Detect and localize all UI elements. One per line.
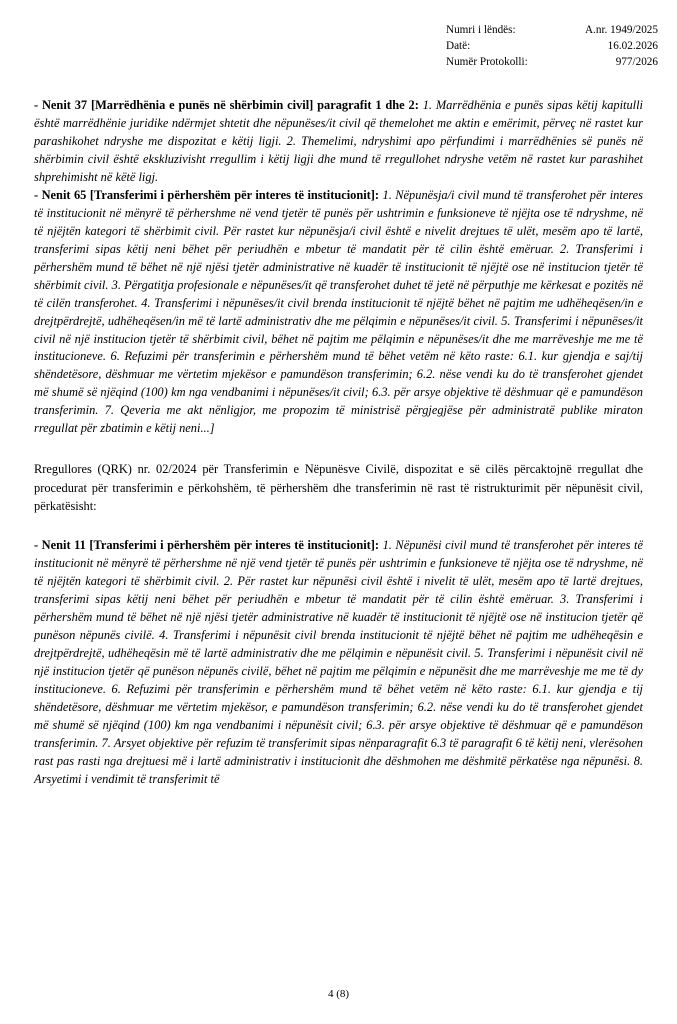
meta-label-case-number: Numri i lëndës: [446, 24, 516, 36]
paragraph-article-65 [34, 187, 643, 439]
paragraph-qrk-regulation: Rregullores (QRK) nr. 02/2024 për Transferimin e Nëpunësve Civilë, dispozitat e së cilës përcaktojnë rregullat dhe procedurat për transferimin e përkohshëm, të përhershëm dhe transferimin në rast të ristrukturimit për nëpunësit civil, përkatësisht: [34, 462, 643, 513]
meta-value-date: 16.02.2026 [607, 40, 658, 53]
article-37-text: 1. Marrëdhënia e punës sipas këtij kapitulli është marrëdhënie juridike ndërmjet shtetit dhe nëpunëses/it civil që themelohet me aktin e emërimit, përveç në rastet kur parashikohet ndryshe me dispozitat e këtij ligji. 2. Themelimi, ndryshimi apo përfundimi i marrëdhënies së punës në shërbimin civil është ekskluzivisht rregullim i këtij ligji dhe mund të rregullohet ndryshe vetëm në rastet kur parashihet shprehimisht në këtë ligj. [34, 97, 643, 184]
meta-row-case-number [446, 22, 658, 38]
article-37-heading: Nenit 37 [Marrëdhënia e punës në shërbimin civil] paragrafit 1 dhe 2: [41, 97, 419, 112]
article-11-dash: - [34, 537, 42, 552]
article-11-text: 1. Nëpunësi civil mund të transferohet për interes të institucionit në mënyrë të përhershme në një vend tjetër të punës për ushtrimin e funksioneve të njëjta ose të ndryshme, në të njëjtën kategori të shërbimit civil. 2. Për rastet kur nëpunësi civil është i nivelit të ulët, mesëm apo të lartë drejtues, transferimi sipas këtij neni bëhet për periudhën e mbetur të mandatit për të cilin është emëruar. 3. Transferimi i përhershëm mund të bëhet në një njësi tjetër administrative në kuadër të institucionit të njëjtë ose në institucion tjetër që punëson nëpunës civilë. 4. Transferimi i nëpunësit civil brenda institucionit të njëjtë bëhet në pajtim me udhëheqësin e drejtpërdrejtë, udhëheqësin më të lartë administrativ dhe me pëlqimin e nëpunësit civil. 5. Transferimi i nëpunësit civil në një institucion tjetër që punëson nëpunës civilë, bëhet në pajtim me pëlqimin e nëpunësit dhe me marrëveshje me me të dy institucioneve. 6. Refuzimi për transferimin e përhershëm mund të bëhet vetëm në këto raste: 6.1. kur gjendja e tij shëndetësore, dëshmuar me vërtetim mjekësor, e pamundëson transferimin; 6.2. nëse vendi ku do të transferohet gjendet më shumë së njëqind (100) km nga vendbanimi i nëpunësit civil; 6.3. për arsye objektive të dëshmuar që e pamundëson transferimin. 7. Arsyet objektive për refuzim të transferimit sipas nënparagrafit 6.3 të paragrafit 6 të këtij neni, vlerësohen rast pas rasti nga drejtuesi më i lartë administrativ i institucionit dhe dëshmohen me dëshmitë përkatëse nga nëpunësi. 8. Arsyetimi i vendimit të transferimit të [34, 537, 643, 786]
page-number: 4 (8) [327, 988, 350, 1000]
article-37-dash: - [34, 97, 42, 112]
meta-row-date [446, 38, 658, 54]
document-header-meta [446, 22, 658, 71]
article-65-dash: - [34, 187, 42, 202]
meta-value-protocol-number: 977/2026 [615, 56, 658, 69]
document-body [34, 97, 643, 789]
article-65-text: 1. Nëpunësja/i civil mund të transferohet për interes të institucionit në mënyrë të përhershme në vend tjetër të punës për ushtrimin e funksioneve të njëjta ose të ndryshme, në të njëjtën kategori të shërbimit civil. Për rastet kur nëpunësja/i civil është e nivelit drejtues të ulët, mesëm apo të lartë, transferimi sipas këtij neni bëhet për periudhën e mbetur të mandatit për të cilin është emëruar. 2. Transferimi i përhershëm mund të bëhet në një njësi tjetër administrative në kuadër të institucionit të njëjtë ose në institucion tjetër të shërbimit civil. 3. Përgatitja profesionale e nëpunëses/it që transferohet duhet të jetë në përputhje me kërkesat e pozitës në të cilën transferohet. 4. Transferimi i nëpunëses/it civil brenda institucionit të njëjtë bëhet në pajtim me udhëheqësen/in e drejtpërdrejtë, udhëheqësen/in më të lartë administrativ dhe me pëlqimin e nëpunëses/it civil. 5. Transferimi i nëpunëses/it civil në një institucion tjetër të shërbimit civil, bëhet në pajtim me pëlqimin e nëpunëses/it dhe me marrëveshje me me të institucioneve. 6. Refuzimi për transferimin e përhershëm mund të bëhet vetëm në këto raste: 6.1. kur gjendja e saj/tij shëndetësore, dëshmuar me vërtetim mjekësor e pamundëson transferimin; 6.2. nëse vendi ku do të transferohet gjendet më shumë së njëqind (100) km nga vendbanimi i nëpunëses/it civil; 6.3. për arsye objektive të dëshmuar që e pamundëson transferimin. 7. Qeveria me akt nënligjor, me propozim të ministrisë përgjegjëse për administratë publike miraton rregullat për zbatimin e këtij neni...] [34, 187, 643, 436]
meta-value-case-number: A.nr. 1949/2025 [584, 24, 658, 36]
meta-row-protocol-number [446, 54, 658, 70]
meta-label-protocol-number: Numër Protokolli: [446, 56, 528, 69]
paragraph-article-11 [34, 537, 643, 789]
meta-label-date: Datë: [446, 40, 471, 53]
article-11-heading: Nenit 11 [Transferimi i përhershëm për interes të institucionit]: [41, 537, 380, 552]
article-65-heading: Nenit 65 [Transferimi i përhershëm për interes të institucionit]: [41, 187, 380, 202]
paragraph-article-37 [34, 97, 643, 187]
